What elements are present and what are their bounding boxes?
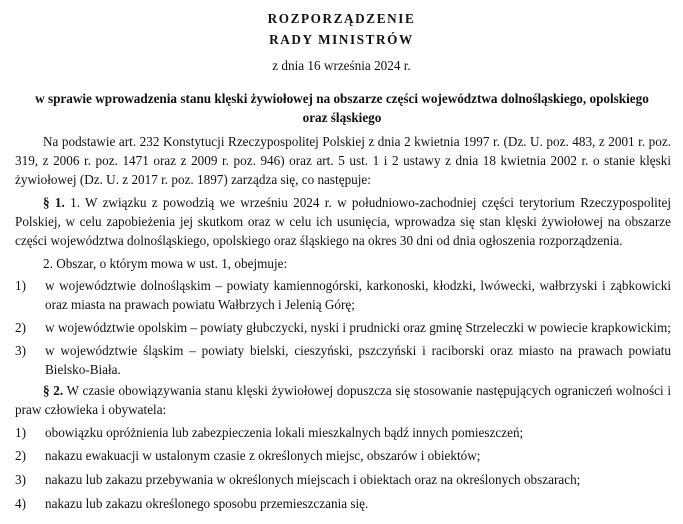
preamble-paragraph: Na podstawie art. 232 Konstytucji Rzeczypospolitej Polskiej z dnia 2 kwietnia 1997 r. (Dz. U. poz. 483, z 2001 r. poz. 319, z 2006 r. poz. 1471 oraz z 2009 r. poz. 946) oraz art. 5 ust. 1 i 2 ustawy z dnia 18 kwietnia 2002 r. o stanie klęski żywiołowej (Dz. U. z 2017 r. poz. 1897) zarządza się, co następuje:	[15, 134, 671, 187]
list-item-number: 2)	[15, 448, 26, 463]
section-2-text: W czasie obowiązywania stanu klęski żywiołowej dopuszcza się stosowanie następujących ograniczeń wolności i praw człowieka i obywatela:	[15, 383, 672, 417]
section-1-text: 1. W związku z powodzią we wrześniu 2024 r. w południowo-zachodniej części terytorium Rzeczypospolitej Polskiej, w celu zapobieżenia jej skutkom oraz w celu ich usunięcia, wprowadza się stan klęski żywiołowej na obszarze części województwa dolnośląskiego, opolskiego oraz śląskiego na okres 30 dni od dnia ogłoszenia rozporządzenia.	[15, 195, 672, 248]
section-2-paragraph	[15, 381, 671, 419]
list-item-number: 4)	[15, 496, 26, 511]
list-item-text: obowiązku opróżnienia lub zabezpieczenia lokali mieszkalnych bądź innych pomieszczeń;	[45, 425, 524, 440]
list-item-text: nakazu ewakuacji w ustalonym czasie z określonych miejsc, obszarów i obiektów;	[45, 448, 481, 463]
list-item-text: nakazu lub zakazu przebywania w określonych miejscach i obiektach oraz na określonych obszarach;	[45, 472, 581, 487]
list-item-number: 1)	[15, 425, 26, 440]
list-item-number: 3)	[15, 343, 26, 358]
document-title-line2: RADY MINISTRÓW	[269, 32, 414, 47]
list-item-number: 1)	[15, 278, 26, 293]
document-subject: w sprawie wprowadzenia stanu klęski żywiołowej na obszarze części województwa dolnośląskiego, opolskiego oraz śląskiego	[35, 91, 649, 125]
list-item-text: w województwie opolskim – powiaty głubczycki, nyski i prudnicki oraz gminę Strzeleczki w powiecie krapkowickim;	[45, 320, 671, 335]
list-item-number: 2)	[15, 320, 26, 335]
section-2-label: § 2.	[43, 383, 64, 398]
section-1-ust-2: 2. Obszar, o którym mowa w ust. 1, obejmuje:	[43, 256, 288, 271]
document-date: z dnia 16 września 2024 r.	[272, 58, 411, 73]
section-1-label: § 1.	[43, 195, 65, 210]
section-1-paragraph	[15, 193, 671, 250]
list-item-text: w województwie śląskim – powiaty bielski, cieszyński, pszczyński i raciborski oraz miasto na prawach powiatu Bielsko-Biała.	[45, 343, 671, 377]
list-item-text: w województwie dolnośląskim – powiaty kamiennogórski, karkonoski, kłodzki, lwówecki, wałbrzyski i ząbkowicki oraz miasta na prawach powiatu Wałbrzych i Jelenią Górę;	[45, 278, 671, 312]
document-title-line1: ROZPORZĄDZENIE	[267, 11, 416, 26]
list-item-text: nakazu lub zakazu określonego sposobu przemieszczania się.	[45, 496, 369, 511]
list-item-number: 3)	[15, 472, 26, 487]
